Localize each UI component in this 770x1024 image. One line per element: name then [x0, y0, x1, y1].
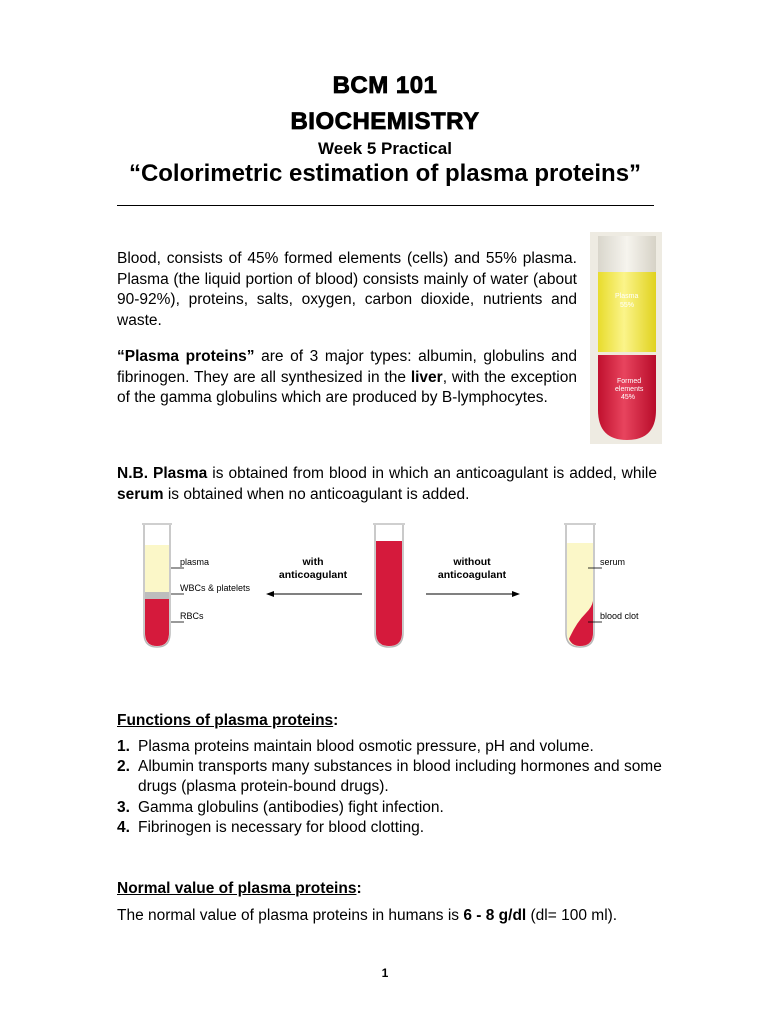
liver-term: liver: [410, 368, 443, 386]
tube-plasma-label-line1: Plasma: [615, 293, 639, 300]
title-divider: [117, 205, 654, 206]
course-code: BCM 101: [332, 72, 438, 99]
whole-blood-tube: [373, 523, 405, 647]
normal-value-heading: [117, 880, 362, 898]
arrow-right-icon: [426, 591, 520, 597]
rbcs-label: RBCs: [180, 611, 204, 621]
nb-text-b: is obtained when no anticoagulant is added.: [163, 485, 470, 503]
list-item: [117, 798, 662, 818]
tube-formed-label-line3: 45%: [621, 394, 636, 401]
list-item-text: Fibrinogen is necessary for blood clotting.: [138, 818, 425, 836]
with-label-line1: with: [302, 556, 324, 568]
list-item: [117, 757, 662, 797]
list-item: [117, 818, 662, 838]
tube-formed-label-line1: Formed: [617, 378, 642, 385]
wbc-platelets-label: WBCs & platelets: [180, 583, 251, 593]
list-item-text: Gamma globulins (antibodies) fight infection.: [138, 798, 444, 816]
plasma-tube: [142, 523, 172, 647]
normal-value-text-a: The normal value of plasma proteins in humans is: [117, 907, 464, 924]
list-item: [117, 737, 662, 757]
normal-value-range: 6 - 8 g/dl: [463, 907, 527, 924]
list-item-number: 4.: [117, 818, 130, 836]
normal-value-heading-colon: :: [356, 880, 362, 897]
plasma-label: plasma: [180, 557, 210, 567]
list-item-number: 2.: [117, 758, 130, 776]
list-item-number: 3.: [117, 798, 130, 816]
blood-composition-paragraph: Blood, consists of 45% formed elements (cells) and 55% plasma. Plasma (the liquid portion of blood) consists mainly of water (about 90-92%), proteins, salts, oxygen, carbon dioxide, nutrients and waste.: [117, 250, 577, 329]
serum-label: serum: [600, 557, 626, 567]
blood-clot-label: blood clot: [600, 611, 639, 621]
functions-heading-text: Functions of plasma proteins: [117, 712, 334, 729]
functions-heading-colon: :: [333, 712, 339, 729]
plasma-proteins-text-a: are of 3 major types: albumin, globulins and fibrinogen. They are all synthesized in the: [117, 348, 577, 386]
practical-title: “Colorimetric estimation of plasma proteins”: [128, 160, 642, 187]
nb-plasma-term: N.B. Plasma: [117, 465, 208, 482]
nb-paragraph: [117, 464, 657, 505]
functions-heading: [117, 712, 338, 730]
blood-tube-photo: [590, 232, 662, 444]
normal-value-paragraph: [117, 906, 662, 926]
arrow-left-icon: [266, 591, 362, 597]
serum-term: serum: [117, 485, 164, 503]
without-label-line1: without: [453, 556, 491, 568]
list-item-text: Albumin transports many substances in blood including hormones and some drugs (plasma protein-bound drugs).: [138, 758, 662, 796]
with-label-line2: anticoagulant: [278, 569, 348, 581]
tube-formed-label-line2: elements: [615, 386, 644, 393]
list-item-number: 1.: [117, 738, 130, 755]
plasma-proteins-text-b: , with the exception of the gamma globulins which are produced by B-lymphocytes.: [117, 368, 577, 406]
plasma-proteins-paragraph: [117, 347, 577, 409]
plasma-proteins-term: “Plasma proteins”: [117, 348, 255, 365]
without-label-line2: anticoagulant: [437, 569, 507, 581]
nb-text-a: is obtained from blood in which an anticoagulant is added, while: [207, 465, 657, 482]
normal-value-text-b: (dl= 100 ml).: [526, 907, 618, 924]
serum-tube: [564, 523, 596, 647]
tube-plasma-label-line2: 55%: [620, 302, 635, 309]
week-label: Week 5 Practical: [318, 139, 452, 158]
subject-title: BIOCHEMISTRY: [290, 108, 480, 135]
functions-list: [117, 737, 662, 838]
normal-value-heading-text: Normal value of plasma proteins: [117, 880, 357, 897]
page-number: 1: [381, 966, 389, 980]
plasma-serum-diagram: [120, 515, 650, 655]
list-item-text: Plasma proteins maintain blood osmotic pressure, pH and volume.: [138, 738, 594, 755]
